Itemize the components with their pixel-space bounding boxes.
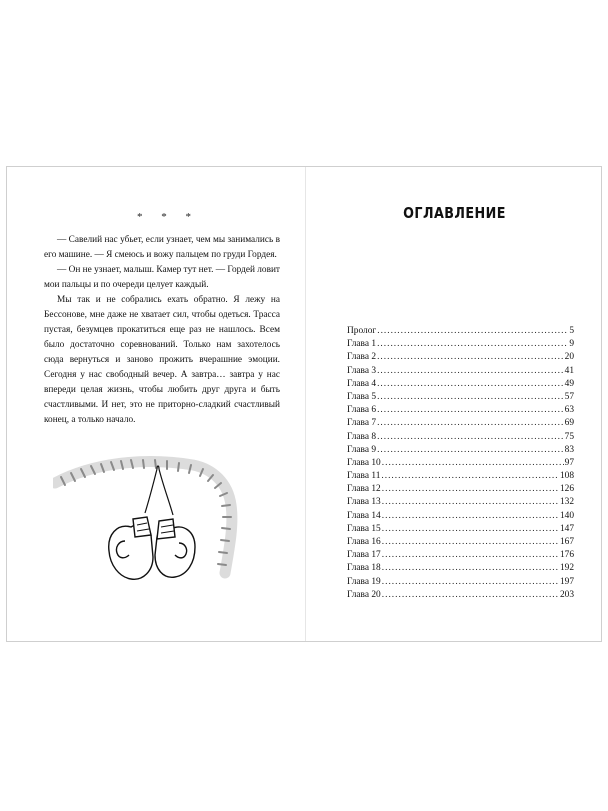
toc-entry [347,378,574,391]
toc-entry-label: Глава 10 [347,457,381,468]
paragraph: — Он не узнает, малыш. Камер тут нет. — Гордей ловит мои пальцы и по очереди целует каждый. [44,265,280,290]
toc-entry [347,562,574,575]
toc-entry [347,351,574,364]
toc-entry-label: Глава 15 [347,523,381,534]
toc-leader-dots [382,562,559,575]
toc-leader-dots [382,496,559,509]
toc-entry [347,431,574,444]
toc-entry-label: Глава 5 [347,391,377,402]
table-of-contents [347,325,574,602]
right-glove-icon [155,519,195,577]
toc-entry-label: Глава 7 [347,418,377,429]
toc-leader-dots [377,325,568,338]
toc-entry-page: 69 [564,418,574,429]
toc-entry [347,536,574,549]
toc-entry-label: Глава 16 [347,537,381,547]
toc-leader-dots [381,470,559,483]
scene-separator: * * * [137,211,199,223]
paragraph: — Савелий нас убьет, если узнает, чем мы занимались в его машине. — Я смеюсь и вожу пальцем по груди Гордея. [44,235,280,260]
toc-entry-label: Глава 18 [347,563,381,574]
toc-leader-dots [382,576,559,589]
toc-entry-page: 140 [559,510,574,521]
toc-entry-label: Глава 9 [347,444,377,455]
toc-entry [347,338,574,351]
toc-entry-page: 176 [559,550,574,561]
toc-leader-dots [377,404,564,417]
toc-leader-dots [382,510,559,523]
left-page [7,167,305,641]
toc-leader-dots [382,523,559,536]
toc-leader-dots [377,431,564,444]
toc-entry [347,404,574,417]
toc-entry-label: Глава 17 [347,550,381,561]
toc-entry-page: 9 [569,339,574,350]
toc-entry [347,483,574,496]
toc-leader-dots [382,483,559,496]
toc-entry-page: 20 [564,352,574,363]
toc-entry [347,589,574,602]
toc-entry [347,510,574,523]
toc-leader-dots [382,589,559,602]
toc-entry-label: Глава 4 [347,378,377,389]
toc-leader-dots [377,378,564,391]
toc-entry-page: 49 [564,378,574,389]
toc-entry-label: Глава 13 [347,497,381,508]
toc-entry-page: 167 [559,537,574,547]
toc-entry-page: 63 [564,405,574,416]
toc-leader-dots [382,536,559,549]
book-spread [6,166,602,642]
toc-leader-dots [377,338,568,351]
toc-entry [347,576,574,589]
toc-entry [347,470,574,483]
toc-entry-page: 41 [564,365,574,376]
toc-leader-dots [377,391,564,404]
boxing-gloves-illustration [53,455,249,591]
toc-entry-page: 192 [559,563,574,574]
toc-entry-label: Глава 1 [347,339,377,350]
toc-entry-label: Пролог [347,326,377,336]
toc-leader-dots [377,365,564,378]
toc-entry [347,444,574,457]
toc-entry [347,523,574,536]
toc-leader-dots [377,417,564,430]
paragraph: Мы так и не собрались ехать обратно. Я лежу на Бессонове, мне даже не хватает сил, чтобы одеться. Трасса пустая, безумцев прокатиться еще раз не нашлось. Всем было достаточно соревнований. Только нам захотелось сюда вернуться и заново прожить вчерашние эмоции. Сегодня у нас свободный вечер. А завтра… завтра у нас впереди целая жизнь, чтобы любить друг друга и быть счастливыми. И нет, это не приторно-сладкий счастливый конец, а только начало. [44,295,280,425]
right-page [306,167,603,641]
toc-entry [347,549,574,562]
story-text [44,233,280,428]
toc-leader-dots [377,351,564,364]
toc-entry-page: 108 [559,471,574,482]
toc-leader-dots [382,549,559,562]
toc-entry [347,365,574,378]
toc-entry [347,496,574,509]
toc-leader-dots [377,444,564,457]
toc-entry-page: 75 [564,431,574,442]
toc-entry-page: 126 [559,484,574,495]
toc-entry-label: Глава 20 [347,589,381,600]
toc-entry-label: Глава 8 [347,431,377,442]
left-glove-icon [109,517,153,579]
toc-entry [347,325,574,338]
toc-title: ОГЛАВЛЕНИЕ [403,204,506,222]
toc-entry-page: 132 [559,497,574,508]
toc-entry [347,457,574,470]
toc-entry-label: Глава 2 [347,352,377,363]
toc-entry-label: Глава 11 [347,471,381,482]
toc-entry-label: Глава 14 [347,510,381,521]
toc-entry-page: 83 [564,444,574,455]
toc-entry-page: 5 [569,326,574,336]
toc-entry [347,391,574,404]
toc-entry-page: 203 [559,589,574,600]
laces-icon [145,466,173,515]
toc-entry-label: Глава 19 [347,576,381,587]
toc-entry-page: 197 [559,576,574,587]
toc-leader-dots [382,457,564,470]
toc-entry-label: Глава 6 [347,405,377,416]
toc-entry [347,417,574,430]
toc-entry-page: 97 [564,457,574,468]
toc-entry-label: Глава 3 [347,365,377,376]
toc-entry-page: 57 [564,391,574,402]
toc-entry-page: 147 [559,523,574,534]
toc-entry-label: Глава 12 [347,484,381,495]
